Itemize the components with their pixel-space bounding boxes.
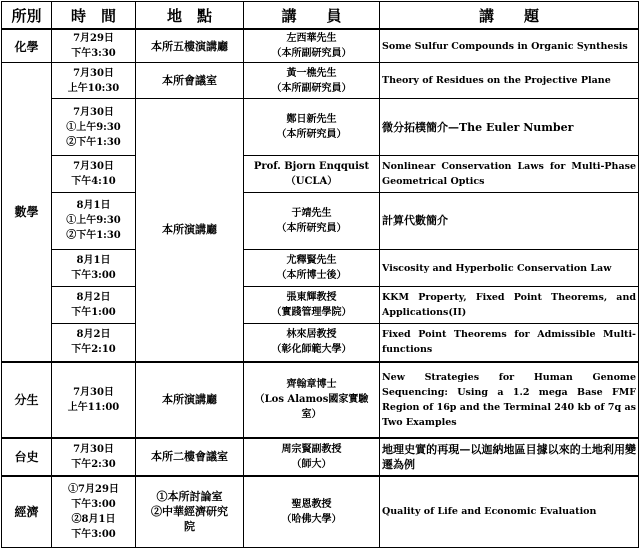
table-row — [2, 324, 639, 362]
dept-cell: 經濟 — [2, 476, 52, 548]
header-place: 地 點 — [136, 2, 244, 30]
title-cell: Viscosity and Hyperbolic Conservation Law — [380, 250, 639, 287]
title-cell: 地理史實的再現—以迦納地區目據以來的土地利用變遷為例 — [380, 438, 639, 476]
speaker-cell: 尤釋賢先生 （本所博士後） — [244, 250, 380, 287]
speaker-cell: 聖恩教授 （哈佛大學） — [244, 476, 380, 548]
time-cell: 8月2日 下午2:10 — [52, 324, 136, 362]
table-row — [2, 362, 639, 438]
title-cell: Theory of Residues on the Projective Plane — [380, 63, 639, 99]
place-cell: 本所演講廳 — [136, 99, 244, 362]
place-cell: 本所會議室 — [136, 63, 244, 99]
place-cell: 本所五樓演講廳 — [136, 29, 244, 63]
header-speaker: 講 員 — [244, 2, 380, 30]
dept-cell: 台史 — [2, 438, 52, 476]
time-cell: 7月30日 下午2:30 — [52, 438, 136, 476]
place-cell: ①本所討論室 ②中華經濟研究 院 — [136, 476, 244, 548]
table-row — [2, 29, 639, 63]
speaker-cell: 張東輝教授 （實踐管理學院） — [244, 287, 380, 324]
time-cell: 7月30日 ①上午9:30 ②下午1:30 — [52, 99, 136, 155]
speaker-cell: 鄭日新先生 （本所研究員） — [244, 99, 380, 155]
table-row — [2, 287, 639, 324]
table-row — [2, 99, 639, 155]
speaker-cell: 左西華先生 （本所副研究員） — [244, 29, 380, 63]
time-cell: 8月1日 下午3:00 — [52, 250, 136, 287]
table-row — [2, 192, 639, 249]
time-cell: 7月29日 下午3:30 — [52, 29, 136, 63]
header-dept: 所別 — [2, 2, 52, 30]
header-title: 講 題 — [380, 2, 639, 30]
title-cell: Some Sulfur Compounds in Organic Synthesis — [380, 29, 639, 63]
title-cell: New Strategies for Human Genome Sequencing: Using a 1.2 mega Base FMF Region of 16p and the Terminal 240 kb of 7q as Two Examples — [380, 362, 639, 438]
time-cell: 8月1日 ①上午9:30 ②下午1:30 — [52, 192, 136, 249]
title-cell: KKM Property, Fixed Point Theorems, and Applications(II) — [380, 287, 639, 324]
table-row — [2, 250, 639, 287]
title-cell: 計算代數簡介 — [380, 192, 639, 249]
title-cell: 微分拓樸簡介—The Euler Number — [380, 99, 639, 155]
title-cell: Fixed Point Theorems for Admissible Multi-functions — [380, 324, 639, 362]
time-cell: 8月2日 下午1:00 — [52, 287, 136, 324]
speaker-cell: 周宗賢副教授 （師大） — [244, 438, 380, 476]
dept-cell: 數學 — [2, 63, 52, 362]
time-cell: ①7月29日 下午3:00 ②8月1日 下午3:00 — [52, 476, 136, 548]
lecture-schedule-table — [1, 1, 639, 548]
time-cell: 7月30日 下午4:10 — [52, 155, 136, 192]
speaker-cell: 齊翰章博士 （Los Alamos國家實驗 室） — [244, 362, 380, 438]
place-cell: 本所二樓會議室 — [136, 438, 244, 476]
dept-cell: 化學 — [2, 29, 52, 63]
place-cell: 本所演講廳 — [136, 362, 244, 438]
header-time: 時 間 — [52, 2, 136, 30]
speaker-cell: 林來居教授 （彰化師範大學） — [244, 324, 380, 362]
speaker-cell: 黃一樵先生 （本所副研究員） — [244, 63, 380, 99]
time-cell: 7月30日 上午11:00 — [52, 362, 136, 438]
table-row — [2, 476, 639, 548]
title-cell: Quality of Life and Economic Evaluation — [380, 476, 639, 548]
table-row — [2, 63, 639, 99]
time-cell: 7月30日 上午10:30 — [52, 63, 136, 99]
table-row — [2, 155, 639, 192]
title-cell: Nonlinear Conservation Laws for Multi-Phase Geometrical Optics — [380, 155, 639, 192]
speaker-cell: 于靖先生 （本所研究員） — [244, 192, 380, 249]
speaker-cell: Prof. Bjorn Enqquist （UCLA） — [244, 155, 380, 192]
table-row — [2, 438, 639, 476]
dept-cell: 分生 — [2, 362, 52, 438]
header-row — [2, 2, 639, 30]
